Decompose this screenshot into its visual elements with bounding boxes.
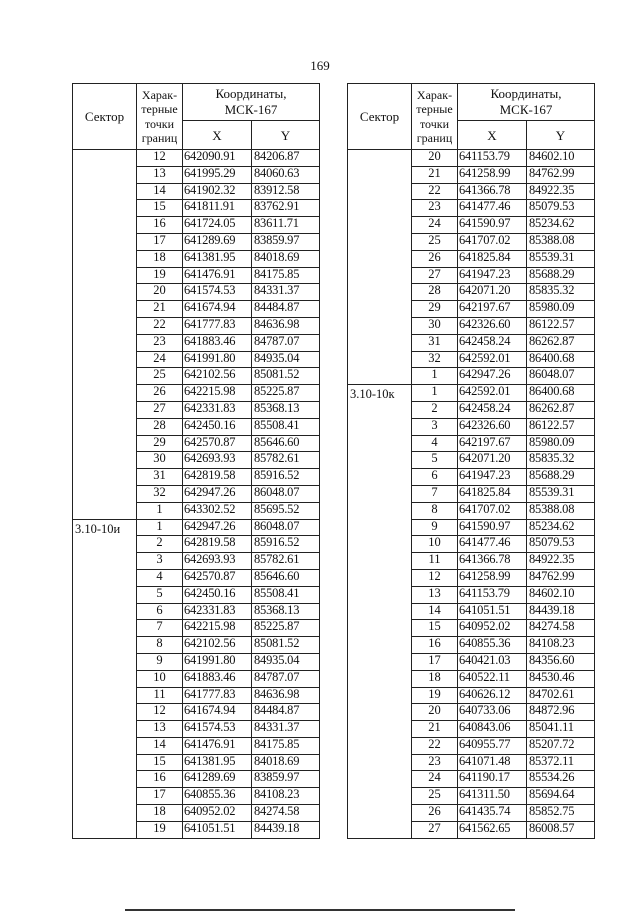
y-coordinate-cell: 86262.87 [527,401,595,418]
point-number-cell: 31 [412,334,458,351]
point-number-cell: 26 [137,385,183,402]
point-number-cell: 10 [412,536,458,553]
x-coordinate-cell: 641289.69 [183,771,252,788]
y-coordinate-cell: 84530.46 [527,670,595,687]
x-coordinate-cell: 641574.53 [183,284,252,301]
point-number-cell: 23 [137,334,183,351]
point-number-cell: 15 [412,620,458,637]
point-number-cell: 5 [137,586,183,603]
x-coordinate-cell: 641435.74 [458,805,527,822]
y-coordinate-cell: 84762.99 [527,166,595,183]
point-number-cell: 8 [137,637,183,654]
x-coordinate-cell: 642570.87 [183,435,252,452]
y-coordinate-cell: 84922.35 [527,183,595,200]
header-coordinates-line2: МСК-167 [499,102,553,117]
x-coordinate-cell: 642071.20 [458,452,527,469]
x-coordinate-cell: 640952.02 [183,805,252,822]
y-coordinate-cell: 86048.07 [527,368,595,385]
x-coordinate-cell: 641777.83 [183,317,252,334]
y-coordinate-cell: 85694.64 [527,788,595,805]
y-coordinate-cell: 84484.87 [252,704,320,721]
point-number-cell: 20 [412,150,458,167]
y-coordinate-cell: 84108.23 [252,788,320,805]
point-number-cell: 14 [137,737,183,754]
point-number-cell: 24 [412,217,458,234]
point-number-cell: 13 [412,586,458,603]
point-number-cell: 17 [412,653,458,670]
x-coordinate-cell: 642326.60 [458,418,527,435]
y-coordinate-cell: 85388.08 [527,233,595,250]
point-number-cell: 1 [412,368,458,385]
x-coordinate-cell: 641477.46 [458,536,527,553]
y-coordinate-cell: 85980.09 [527,301,595,318]
y-coordinate-cell: 85782.61 [252,452,320,469]
x-coordinate-cell: 641051.51 [458,603,527,620]
y-coordinate-cell: 85646.60 [252,435,320,452]
point-number-cell: 18 [412,670,458,687]
point-number-cell: 23 [412,200,458,217]
x-coordinate-cell: 642331.83 [183,603,252,620]
header-characteristic-line2: терные [141,102,178,117]
header-characteristic-points [412,84,458,150]
point-number-cell: 11 [137,687,183,704]
point-number-cell: 13 [137,721,183,738]
y-coordinate-cell: 85079.53 [527,536,595,553]
point-number-cell: 19 [137,267,183,284]
y-coordinate-cell: 83762.91 [252,200,320,217]
y-coordinate-cell: 85225.87 [252,385,320,402]
point-number-cell: 18 [137,805,183,822]
x-coordinate-cell: 641366.78 [458,183,527,200]
y-coordinate-cell: 84702.61 [527,687,595,704]
point-number-cell: 8 [412,502,458,519]
y-coordinate-cell: 84439.18 [252,821,320,838]
y-coordinate-cell: 84331.37 [252,284,320,301]
header-characteristic-line3: точки [419,116,450,131]
x-coordinate-cell: 642450.16 [183,586,252,603]
x-coordinate-cell: 641724.05 [183,217,252,234]
y-coordinate-cell: 85835.32 [527,452,595,469]
y-coordinate-cell: 84922.35 [527,553,595,570]
x-coordinate-cell: 642458.24 [458,401,527,418]
y-coordinate-cell: 85688.29 [527,469,595,486]
sector-cell [348,150,412,385]
x-coordinate-cell: 642331.83 [183,401,252,418]
table-body-left [73,150,320,839]
point-number-cell: 12 [412,569,458,586]
y-coordinate-cell: 84762.99 [527,569,595,586]
point-number-cell: 22 [412,737,458,754]
y-coordinate-cell: 85695.52 [252,502,320,519]
y-coordinate-cell: 85539.31 [527,485,595,502]
sector-cell: 3.10-10и [73,519,137,838]
x-coordinate-cell: 642947.26 [183,485,252,502]
point-number-cell: 27 [412,821,458,838]
point-number-cell: 26 [412,250,458,267]
y-coordinate-cell: 84872.96 [527,704,595,721]
point-number-cell: 30 [137,452,183,469]
x-coordinate-cell: 642450.16 [183,418,252,435]
y-coordinate-cell: 85372.11 [527,754,595,771]
x-coordinate-cell: 641381.95 [183,754,252,771]
point-number-cell: 3 [137,553,183,570]
y-coordinate-cell: 84331.37 [252,721,320,738]
point-number-cell: 20 [137,284,183,301]
x-coordinate-cell: 641674.94 [183,704,252,721]
y-coordinate-cell: 84787.07 [252,670,320,687]
x-coordinate-cell: 642819.58 [183,469,252,486]
point-number-cell: 16 [412,637,458,654]
y-coordinate-cell: 85234.62 [527,217,595,234]
y-coordinate-cell: 86008.57 [527,821,595,838]
y-coordinate-cell: 86048.07 [252,519,320,536]
y-coordinate-cell: 85368.13 [252,603,320,620]
x-coordinate-cell: 641995.29 [183,166,252,183]
x-coordinate-cell: 642570.87 [183,569,252,586]
point-number-cell: 25 [137,368,183,385]
x-coordinate-cell: 642071.20 [458,284,527,301]
y-coordinate-cell: 84439.18 [527,603,595,620]
point-number-cell: 31 [137,469,183,486]
x-coordinate-cell: 641311.50 [458,788,527,805]
y-coordinate-cell: 85041.11 [527,721,595,738]
table-body-right [348,150,595,839]
header-sector: Сектор [73,84,137,150]
y-coordinate-cell: 85688.29 [527,267,595,284]
x-coordinate-cell: 641811.91 [183,200,252,217]
x-coordinate-cell: 641562.65 [458,821,527,838]
x-coordinate-cell: 640843.06 [458,721,527,738]
x-coordinate-cell: 640855.36 [183,788,252,805]
x-coordinate-cell: 641902.32 [183,183,252,200]
x-coordinate-cell: 641476.91 [183,267,252,284]
header-characteristic-line3: точки [144,116,175,131]
x-coordinate-cell: 640626.12 [458,687,527,704]
header-characteristic-line4: границ [416,130,453,145]
x-coordinate-cell: 642197.67 [458,435,527,452]
x-coordinate-cell: 641947.23 [458,469,527,486]
x-coordinate-cell: 640733.06 [458,704,527,721]
y-coordinate-cell: 85081.52 [252,368,320,385]
point-number-cell: 28 [412,284,458,301]
point-number-cell: 21 [412,721,458,738]
point-number-cell: 23 [412,754,458,771]
point-number-cell: 4 [412,435,458,452]
y-coordinate-cell: 83859.97 [252,233,320,250]
point-number-cell: 21 [412,166,458,183]
header-x: X [458,121,527,150]
x-coordinate-cell: 642592.01 [458,351,527,368]
x-coordinate-cell: 641991.80 [183,653,252,670]
y-coordinate-cell: 84175.85 [252,267,320,284]
x-coordinate-cell: 641991.80 [183,351,252,368]
y-coordinate-cell: 84108.23 [527,637,595,654]
y-coordinate-cell: 84935.04 [252,351,320,368]
point-number-cell: 2 [412,401,458,418]
y-coordinate-cell: 85852.75 [527,805,595,822]
sector-cell: 3.10-10к [348,385,412,839]
y-coordinate-cell: 85916.52 [252,536,320,553]
x-coordinate-cell: 642215.98 [183,620,252,637]
point-number-cell: 30 [412,317,458,334]
x-coordinate-cell: 641190.17 [458,771,527,788]
point-number-cell: 27 [137,401,183,418]
point-number-cell: 9 [412,519,458,536]
point-number-cell: 15 [137,754,183,771]
header-coordinates-line1: Координаты, [215,86,287,102]
point-number-cell: 10 [137,670,183,687]
point-number-cell: 14 [137,183,183,200]
scan-edge-line [125,909,515,911]
y-coordinate-cell: 85980.09 [527,435,595,452]
x-coordinate-cell: 642947.26 [183,519,252,536]
y-coordinate-cell: 85207.72 [527,737,595,754]
x-coordinate-cell: 641289.69 [183,233,252,250]
point-number-cell: 28 [137,418,183,435]
x-coordinate-cell: 641574.53 [183,721,252,738]
y-coordinate-cell: 84636.98 [252,317,320,334]
y-coordinate-cell: 85916.52 [252,469,320,486]
x-coordinate-cell: 641258.99 [458,569,527,586]
header-coordinates [183,84,320,121]
x-coordinate-cell: 642215.98 [183,385,252,402]
point-number-cell: 12 [137,704,183,721]
point-number-cell: 3 [412,418,458,435]
point-number-cell: 26 [412,805,458,822]
header-y: Y [527,121,595,150]
header-y: Y [252,121,320,150]
y-coordinate-cell: 84935.04 [252,653,320,670]
x-coordinate-cell: 641477.46 [458,200,527,217]
point-number-cell: 25 [412,233,458,250]
y-coordinate-cell: 85508.41 [252,586,320,603]
y-coordinate-cell: 86400.68 [527,351,595,368]
y-coordinate-cell: 86122.57 [527,418,595,435]
point-number-cell: 12 [137,150,183,167]
y-coordinate-cell: 85225.87 [252,620,320,637]
y-coordinate-cell: 85079.53 [527,200,595,217]
x-coordinate-cell: 641707.02 [458,233,527,250]
x-coordinate-cell: 643302.52 [183,502,252,519]
page-number: 169 [310,58,330,73]
point-number-cell: 18 [137,250,183,267]
x-coordinate-cell: 640955.77 [458,737,527,754]
header-characteristic-line2: терные [416,102,453,117]
y-coordinate-cell: 85234.62 [527,519,595,536]
header-characteristic-line1: Харак- [416,87,453,102]
x-coordinate-cell: 641381.95 [183,250,252,267]
y-coordinate-cell: 85388.08 [527,502,595,519]
x-coordinate-cell: 641707.02 [458,502,527,519]
x-coordinate-cell: 641674.94 [183,301,252,318]
y-coordinate-cell: 86122.57 [527,317,595,334]
y-coordinate-cell: 84274.58 [527,620,595,637]
y-coordinate-cell: 83611.71 [252,217,320,234]
y-coordinate-cell: 85646.60 [252,569,320,586]
point-number-cell: 1 [412,385,458,402]
x-coordinate-cell: 641947.23 [458,267,527,284]
y-coordinate-cell: 84018.69 [252,250,320,267]
x-coordinate-cell: 642102.56 [183,637,252,654]
point-number-cell: 24 [412,771,458,788]
x-coordinate-cell: 642197.67 [458,301,527,318]
y-coordinate-cell: 86262.87 [527,334,595,351]
y-coordinate-cell: 83859.97 [252,771,320,788]
point-number-cell: 17 [137,233,183,250]
x-coordinate-cell: 642592.01 [458,385,527,402]
coordinates-table-left [72,83,320,839]
x-coordinate-cell: 641590.97 [458,519,527,536]
point-number-cell: 29 [412,301,458,318]
header-coordinates [458,84,595,121]
y-coordinate-cell: 84356.60 [527,653,595,670]
point-number-cell: 7 [137,620,183,637]
y-coordinate-cell: 84602.10 [527,150,595,167]
point-number-cell: 11 [412,553,458,570]
y-coordinate-cell: 84636.98 [252,687,320,704]
point-number-cell: 6 [137,603,183,620]
header-coordinates-line1: Координаты, [490,86,562,102]
x-coordinate-cell: 641366.78 [458,553,527,570]
x-coordinate-cell: 640855.36 [458,637,527,654]
x-coordinate-cell: 641258.99 [458,166,527,183]
point-number-cell: 24 [137,351,183,368]
point-number-cell: 16 [137,771,183,788]
coordinates-table-right [347,83,595,839]
x-coordinate-cell: 642819.58 [183,536,252,553]
point-number-cell: 1 [137,519,183,536]
table-row [348,150,595,167]
x-coordinate-cell: 641153.79 [458,150,527,167]
point-number-cell: 16 [137,217,183,234]
y-coordinate-cell: 84060.63 [252,166,320,183]
y-coordinate-cell: 84018.69 [252,754,320,771]
y-coordinate-cell: 84787.07 [252,334,320,351]
point-number-cell: 14 [412,603,458,620]
x-coordinate-cell: 640952.02 [458,620,527,637]
y-coordinate-cell: 83912.58 [252,183,320,200]
point-number-cell: 7 [412,485,458,502]
point-number-cell: 27 [412,267,458,284]
point-number-cell: 25 [412,788,458,805]
header-sector: Сектор [348,84,412,150]
x-coordinate-cell: 642693.93 [183,452,252,469]
x-coordinate-cell: 641825.84 [458,485,527,502]
table-row [348,385,595,402]
x-coordinate-cell: 640421.03 [458,653,527,670]
y-coordinate-cell: 84602.10 [527,586,595,603]
x-coordinate-cell: 642693.93 [183,553,252,570]
x-coordinate-cell: 641825.84 [458,250,527,267]
y-coordinate-cell: 85534.26 [527,771,595,788]
header-characteristic-line4: границ [141,130,178,145]
x-coordinate-cell: 641051.51 [183,821,252,838]
point-number-cell: 19 [412,687,458,704]
x-coordinate-cell: 641777.83 [183,687,252,704]
point-number-cell: 32 [412,351,458,368]
x-coordinate-cell: 640522.11 [458,670,527,687]
point-number-cell: 29 [137,435,183,452]
point-number-cell: 20 [412,704,458,721]
x-coordinate-cell: 641071.48 [458,754,527,771]
point-number-cell: 1 [137,502,183,519]
point-number-cell: 21 [137,301,183,318]
x-coordinate-cell: 641883.46 [183,334,252,351]
y-coordinate-cell: 85508.41 [252,418,320,435]
table-row [73,150,320,167]
x-coordinate-cell: 642102.56 [183,368,252,385]
point-number-cell: 5 [412,452,458,469]
y-coordinate-cell: 85368.13 [252,401,320,418]
x-coordinate-cell: 642458.24 [458,334,527,351]
point-number-cell: 19 [137,821,183,838]
point-number-cell: 15 [137,200,183,217]
table-row [73,519,320,536]
point-number-cell: 32 [137,485,183,502]
y-coordinate-cell: 85782.61 [252,553,320,570]
y-coordinate-cell: 85081.52 [252,637,320,654]
header-characteristic-line1: Харак- [141,87,178,102]
y-coordinate-cell: 86400.68 [527,385,595,402]
sector-cell [73,150,137,520]
point-number-cell: 22 [412,183,458,200]
y-coordinate-cell: 84175.85 [252,737,320,754]
header-coordinates-line2: МСК-167 [224,102,278,117]
x-coordinate-cell: 642090.91 [183,150,252,167]
y-coordinate-cell: 84484.87 [252,301,320,318]
header-characteristic-points [137,84,183,150]
point-number-cell: 2 [137,536,183,553]
y-coordinate-cell: 85835.32 [527,284,595,301]
y-coordinate-cell: 85539.31 [527,250,595,267]
point-number-cell: 9 [137,653,183,670]
x-coordinate-cell: 641590.97 [458,217,527,234]
point-number-cell: 17 [137,788,183,805]
y-coordinate-cell: 84274.58 [252,805,320,822]
header-x: X [183,121,252,150]
y-coordinate-cell: 84206.87 [252,150,320,167]
y-coordinate-cell: 86048.07 [252,485,320,502]
point-number-cell: 22 [137,317,183,334]
x-coordinate-cell: 641153.79 [458,586,527,603]
point-number-cell: 6 [412,469,458,486]
x-coordinate-cell: 642326.60 [458,317,527,334]
point-number-cell: 4 [137,569,183,586]
x-coordinate-cell: 641476.91 [183,737,252,754]
x-coordinate-cell: 641883.46 [183,670,252,687]
point-number-cell: 13 [137,166,183,183]
x-coordinate-cell: 642947.26 [458,368,527,385]
